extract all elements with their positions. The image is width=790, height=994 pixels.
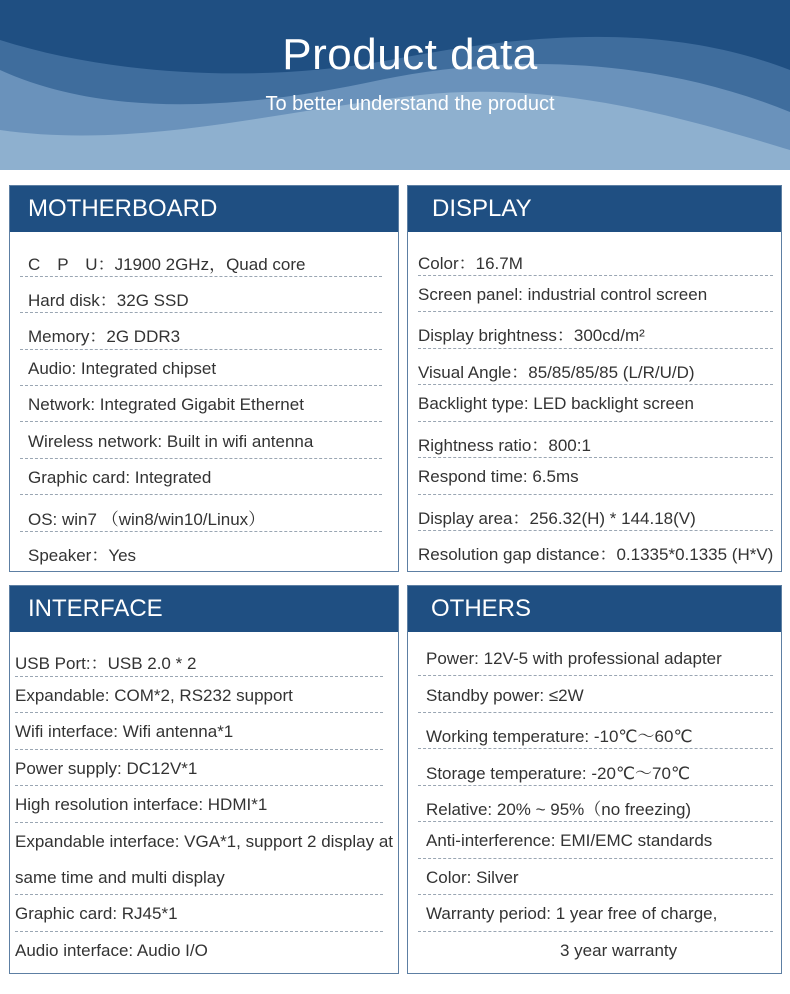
spec-row: Warranty period: 1 year free of charge, bbox=[426, 904, 718, 923]
row-divider bbox=[418, 821, 773, 822]
spec-row: Memory：2G DDR3 bbox=[28, 327, 181, 346]
spec-row: Audio: Integrated chipset bbox=[28, 359, 217, 378]
others-panel bbox=[407, 585, 782, 974]
spec-row: Visual Angle：85/85/85/85 (L/R/U/D) bbox=[418, 363, 695, 382]
row-divider bbox=[15, 931, 383, 932]
row-divider bbox=[418, 275, 773, 276]
spec-row: Expandable interface: VGA*1, support 2 display at bbox=[15, 832, 394, 851]
row-divider bbox=[20, 276, 382, 277]
row-divider bbox=[15, 676, 383, 677]
row-divider bbox=[15, 785, 383, 786]
spec-row: 3 year warranty bbox=[560, 941, 678, 960]
row-divider bbox=[20, 531, 382, 532]
spec-row: USB Port:：USB 2.0 * 2 bbox=[15, 654, 197, 673]
row-divider bbox=[418, 348, 773, 349]
row-divider bbox=[418, 785, 773, 786]
spec-row: Graphic card: RJ45*1 bbox=[15, 904, 178, 923]
spec-row: Wireless network: Built in wifi antenna bbox=[28, 432, 314, 451]
row-divider bbox=[418, 530, 773, 531]
row-divider bbox=[20, 458, 382, 459]
spec-row: Resolution gap distance：0.1335*0.1335 (H*V) bbox=[418, 545, 774, 564]
row-divider bbox=[418, 712, 773, 713]
row-divider bbox=[418, 858, 773, 859]
row-divider bbox=[418, 384, 773, 385]
row-divider bbox=[418, 748, 773, 749]
spec-row: Relative: 20% ~ 95%（no freezing) bbox=[426, 800, 692, 819]
row-divider bbox=[20, 494, 382, 495]
header-banner bbox=[0, 0, 790, 170]
spec-row: High resolution interface: HDMI*1 bbox=[15, 795, 268, 814]
spec-row: same time and multi display bbox=[15, 868, 225, 887]
spec-row: Power supply: DC12V*1 bbox=[15, 759, 198, 778]
spec-row: Respond time: 6.5ms bbox=[418, 467, 579, 486]
display-panel bbox=[407, 185, 782, 572]
panel-title: MOTHERBOARD bbox=[10, 186, 398, 232]
spec-row: Network: Integrated Gigabit Ethernet bbox=[28, 395, 304, 414]
spec-row: Standby power: ≤2W bbox=[426, 686, 584, 705]
row-divider bbox=[418, 457, 773, 458]
spec-row: Audio interface: Audio I/O bbox=[15, 941, 208, 960]
spec-row: Wifi interface: Wifi antenna*1 bbox=[15, 722, 234, 741]
interface-panel bbox=[9, 585, 399, 974]
page-subtitle: To better understand the product bbox=[265, 93, 555, 115]
page-title: Product data bbox=[282, 30, 538, 79]
panel-title: DISPLAY bbox=[408, 186, 781, 232]
spec-row: Display brightness：300cd/m² bbox=[418, 326, 645, 345]
row-divider bbox=[20, 385, 382, 386]
spec-row: Display area：256.32(H) * 144.18(V) bbox=[418, 509, 696, 528]
panel-title: OTHERS bbox=[408, 586, 781, 632]
spec-row: Backlight type: LED backlight screen bbox=[418, 394, 694, 413]
spec-row: Rightness ratio：800:1 bbox=[418, 436, 591, 455]
row-divider bbox=[15, 749, 383, 750]
spec-row: Hard disk：32G SSD bbox=[28, 291, 189, 310]
spec-row: Expandable: COM*2, RS232 support bbox=[15, 686, 293, 705]
motherboard-panel bbox=[9, 185, 399, 572]
row-divider bbox=[15, 894, 383, 895]
spec-row: Color：16.7M bbox=[418, 254, 523, 273]
spec-row: Anti-interference: EMI/EMC standards bbox=[426, 831, 713, 850]
spec-row: Working temperature: -10℃～60℃ bbox=[426, 727, 693, 746]
spec-row: Power: 12V-5 with professional adapter bbox=[426, 649, 722, 668]
row-divider bbox=[418, 311, 773, 312]
row-divider bbox=[418, 931, 773, 932]
spec-row: Color: Silver bbox=[426, 868, 519, 887]
spec-row: OS: win7 （win8/win10/Linux） bbox=[28, 510, 266, 529]
wave-background bbox=[0, 0, 790, 170]
spec-row: Storage temperature: -20℃～70℃ bbox=[426, 764, 691, 783]
row-divider bbox=[20, 349, 382, 350]
spec-row: Graphic card: Integrated bbox=[28, 468, 212, 487]
spec-row: Speaker：Yes bbox=[28, 546, 137, 565]
row-divider bbox=[15, 712, 383, 713]
row-divider bbox=[418, 675, 773, 676]
row-divider bbox=[20, 421, 382, 422]
spec-row: Screen panel: industrial control screen bbox=[418, 285, 708, 304]
row-divider bbox=[418, 894, 773, 895]
row-divider bbox=[418, 494, 773, 495]
row-divider bbox=[15, 822, 383, 823]
panel-title: INTERFACE bbox=[10, 586, 398, 632]
spec-row: C P U：J1900 2GHz，Quad core bbox=[28, 255, 306, 274]
row-divider bbox=[418, 421, 773, 422]
row-divider bbox=[20, 312, 382, 313]
